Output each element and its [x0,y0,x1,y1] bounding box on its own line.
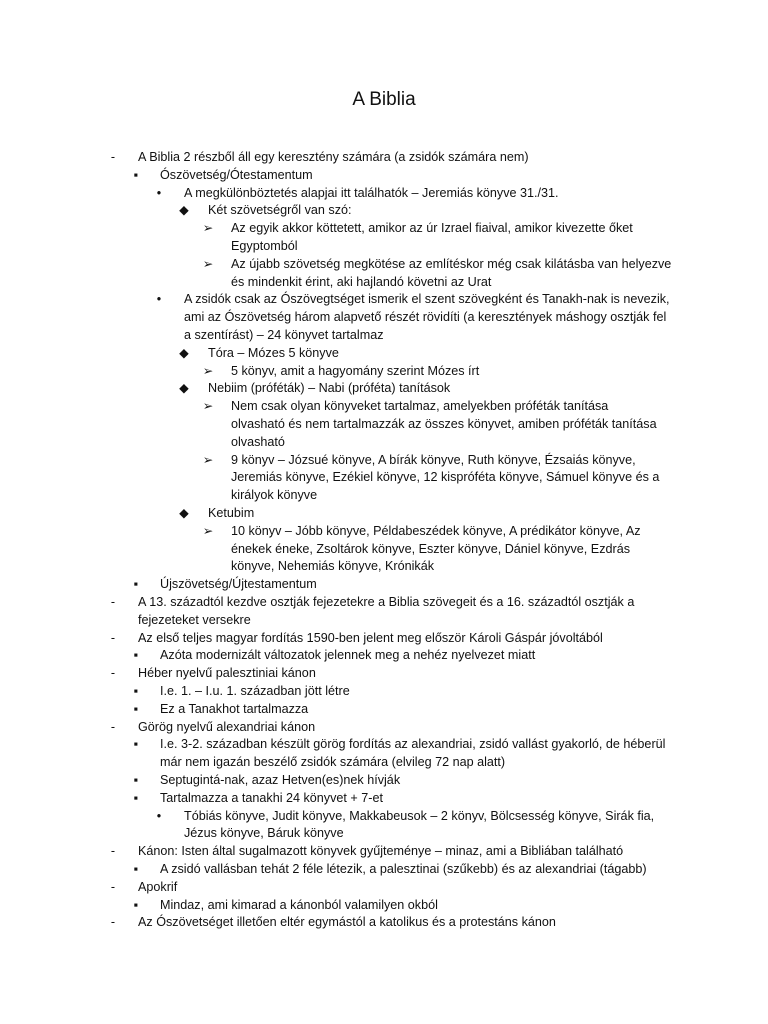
outline-item-text: Két szövetségről van szó: [208,203,352,218]
outline-item [179,380,680,398]
bullet-marker: ◆ [179,506,189,520]
bullet-marker: ▪ [133,167,139,182]
bullet-marker: ➢ [202,363,214,378]
bullet-marker: ▪ [133,897,139,912]
outline-item [133,861,680,879]
bullet-marker: ➢ [202,399,214,414]
outline-item [133,772,680,790]
outline-item-text: királyok könyve [231,488,318,503]
outline-item-text: Septugintá-nak, azaz Hetven(es)nek hívják [160,773,401,787]
bullet-marker: ➢ [202,221,214,236]
outline-item [110,914,680,932]
outline-item-text: énekek éneke, Zsoltárok könyve, Eszter könyve, Dániel könyve, Ezdrás [231,541,630,556]
outline-item [156,808,680,844]
outline-item [133,701,680,719]
outline-item [202,220,680,256]
outline-item-text: Nebiim (próféták) – Nabi (próféta) tanítások [208,381,451,396]
bullet-marker: - [110,879,116,894]
bullet-marker: ◆ [179,203,189,218]
outline-item-text: 10 könyv – Jóbb könyve, Példabeszédek könyve, A prédikátor könyve, Az [231,523,641,538]
outline-item-text: I.e. 3-2. században készült görög fordítás az alexandriai, zsidó vallást gyakorló, de héberül [160,737,666,752]
outline-item-text: 9 könyv – Józsué könyve, A bírák könyve, Ruth könyve, Ézsaiás könyve, [231,452,636,467]
outline-item-text: Tóra – Mózes 5 könyve [208,345,339,360]
bullet-marker: - [110,915,116,930]
outline-item [133,647,680,665]
outline-item [179,505,680,523]
outline-item-text: Tartalmazza a tanakhi 24 könyvet + 7-et [160,790,383,805]
outline-item-text: Az egyik akkor köttetett, amikor az úr Izrael fiaival, amikor kivezette őket [231,221,633,236]
outline-item [110,594,680,630]
outline-item-text: fejezeteket versekre [138,612,251,627]
bullet-marker: ▪ [133,790,139,805]
outline-item-text: Azóta modernizált változatok jelennek meg a nehéz nyelvezet miatt [160,648,536,663]
outline-item [202,256,680,292]
outline-item-text: Ez a Tanakhot tartalmazza [160,701,309,716]
outline-item [202,398,680,451]
outline-item [133,736,680,772]
outline-item [110,665,680,683]
outline-item-text: A zsidók csak az Ószövegtséget ismerik el szent szövegként és Tanakh-nak is nevezik, [184,292,670,307]
bullet-marker: ◆ [179,381,189,396]
outline-item-text: könyve, Nehemiás könyve, Krónikák [231,559,434,574]
outline-item [133,576,680,594]
bullet-marker: ➢ [202,452,214,467]
outline-item-text: Kánon: Isten által sugalmazott könyvek gyűjteménye – minaz, ami a Bibliában található [138,844,624,859]
outline-item-text: Tóbiás könyve, Judit könyve, Makkabeusok – 2 könyv, Bölcsesség könyve, Sirák fia, [184,808,655,823]
outline-item-text: A megkülönböztetés alapjai itt találhatók – Jeremiás könyve 31./31. [184,185,559,200]
bullet-marker: • [156,185,162,200]
bullet-marker: - [110,844,116,859]
outline-item-text: a szentírást) – 24 könyvet tartalmaz [184,327,384,342]
bullet-marker: - [110,150,116,164]
outline-item-text: Nem csak olyan könyveket tartalmaz, amelyekben próféták tanítása [231,399,609,414]
outline-item-text: Görög nyelvű alexandriai kánon [138,719,316,734]
outline-item-text: Az Ószövetséget illetően eltér egymástól a katolikus és a protestáns kánon [138,915,556,930]
outline-item-text: Egyptomból [231,238,298,253]
outline-item-text: A zsidó vallásban tehát 2 féle létezik, a palesztinai (szűkebb) és az alexandriai (tágabb) [160,862,647,876]
bullet-marker: ➢ [202,523,214,538]
outline-item [179,345,680,363]
bullet-marker: ▪ [133,684,139,698]
outline-item-text: 5 könyv, amit a hagyomány szerint Mózes írt [231,363,480,378]
outline-item-text: Héber nyelvű palesztiniai kánon [138,666,316,681]
outline-item-text: ami az Ószövetség három alapvető részét rövidíti (a keresztények máshogy osztják fel [184,310,667,325]
outline-item [202,363,680,381]
outline-item-text: A 13. századtól kezdve osztják fejezetekre a Biblia szövegeit és a 16. századtól osztják a [138,595,635,609]
bullet-marker: - [110,666,116,681]
bullet-marker: ▪ [133,773,139,787]
outline-item [133,790,680,808]
outline-item-text: és mindenkit érint, aki hajlandó követni az Urat [231,274,492,289]
outline-item [110,843,680,861]
outline-item [156,185,680,203]
page-title: A Biblia [352,89,416,110]
outline-item [133,683,680,701]
outline-item [179,202,680,220]
outline-item-text: már nem igazán beszélő zsidók számára (elvileg 72 nap alatt) [160,755,506,770]
bullet-marker: ➢ [202,256,214,271]
outline-item-text: Az újabb szövetség megkötése az említéskor még csak kilátásba van helyezve [231,256,672,271]
bullet-marker: • [156,808,162,823]
bullet-marker: • [156,292,162,307]
outline-item-text: olvasható [231,434,285,449]
outline-item [202,452,680,505]
outline-item [110,630,680,648]
bullet-marker: - [110,595,116,609]
bullet-marker: ▪ [133,737,139,752]
outline-item [156,291,680,344]
bullet-marker: ◆ [179,345,189,360]
outline-item [110,719,680,737]
outline-item-text: Apokrif [138,879,178,894]
outline-item-text: Jeremiás könyve, Ezékiel könyve, 12 kispróféta könyve, Sámuel könyve és a [231,470,660,485]
bullet-marker: ▪ [133,577,139,592]
outline-item [110,879,680,897]
outline-item [133,897,680,915]
outline-item-text: Ketubim [208,506,255,520]
outline-item [110,149,680,167]
outline-item-text: Újszövetség/Újtestamentum [160,577,317,592]
outline-item-text: Ószövetség/Ótestamentum [160,167,313,182]
outline-item-text: I.e. 1. – I.u. 1. században jött létre [160,684,350,698]
bullet-marker: ▪ [133,701,139,716]
outline-item-text: Az első teljes magyar fordítás 1590-ben jelent meg először Károli Gáspár jóvoltából [138,630,603,645]
bullet-marker: ▪ [133,862,139,876]
bullet-marker: - [110,719,116,734]
outline-item-text: Mindaz, ami kimarad a kánonból valamilyen okból [160,897,438,912]
outline-item [133,167,680,185]
outline-item-text: A Biblia 2 részből áll egy keresztény számára (a zsidók számára nem) [138,150,529,164]
bullet-marker: - [110,630,116,645]
outline-item [202,523,680,576]
bullet-marker: ▪ [133,648,139,663]
outline-item-text: Jézus könyve, Báruk könyve [184,826,344,841]
outline-item-text: olvasható és nem tartalmazzák az összes könyvet, amiben próféták tanítása [231,416,657,431]
